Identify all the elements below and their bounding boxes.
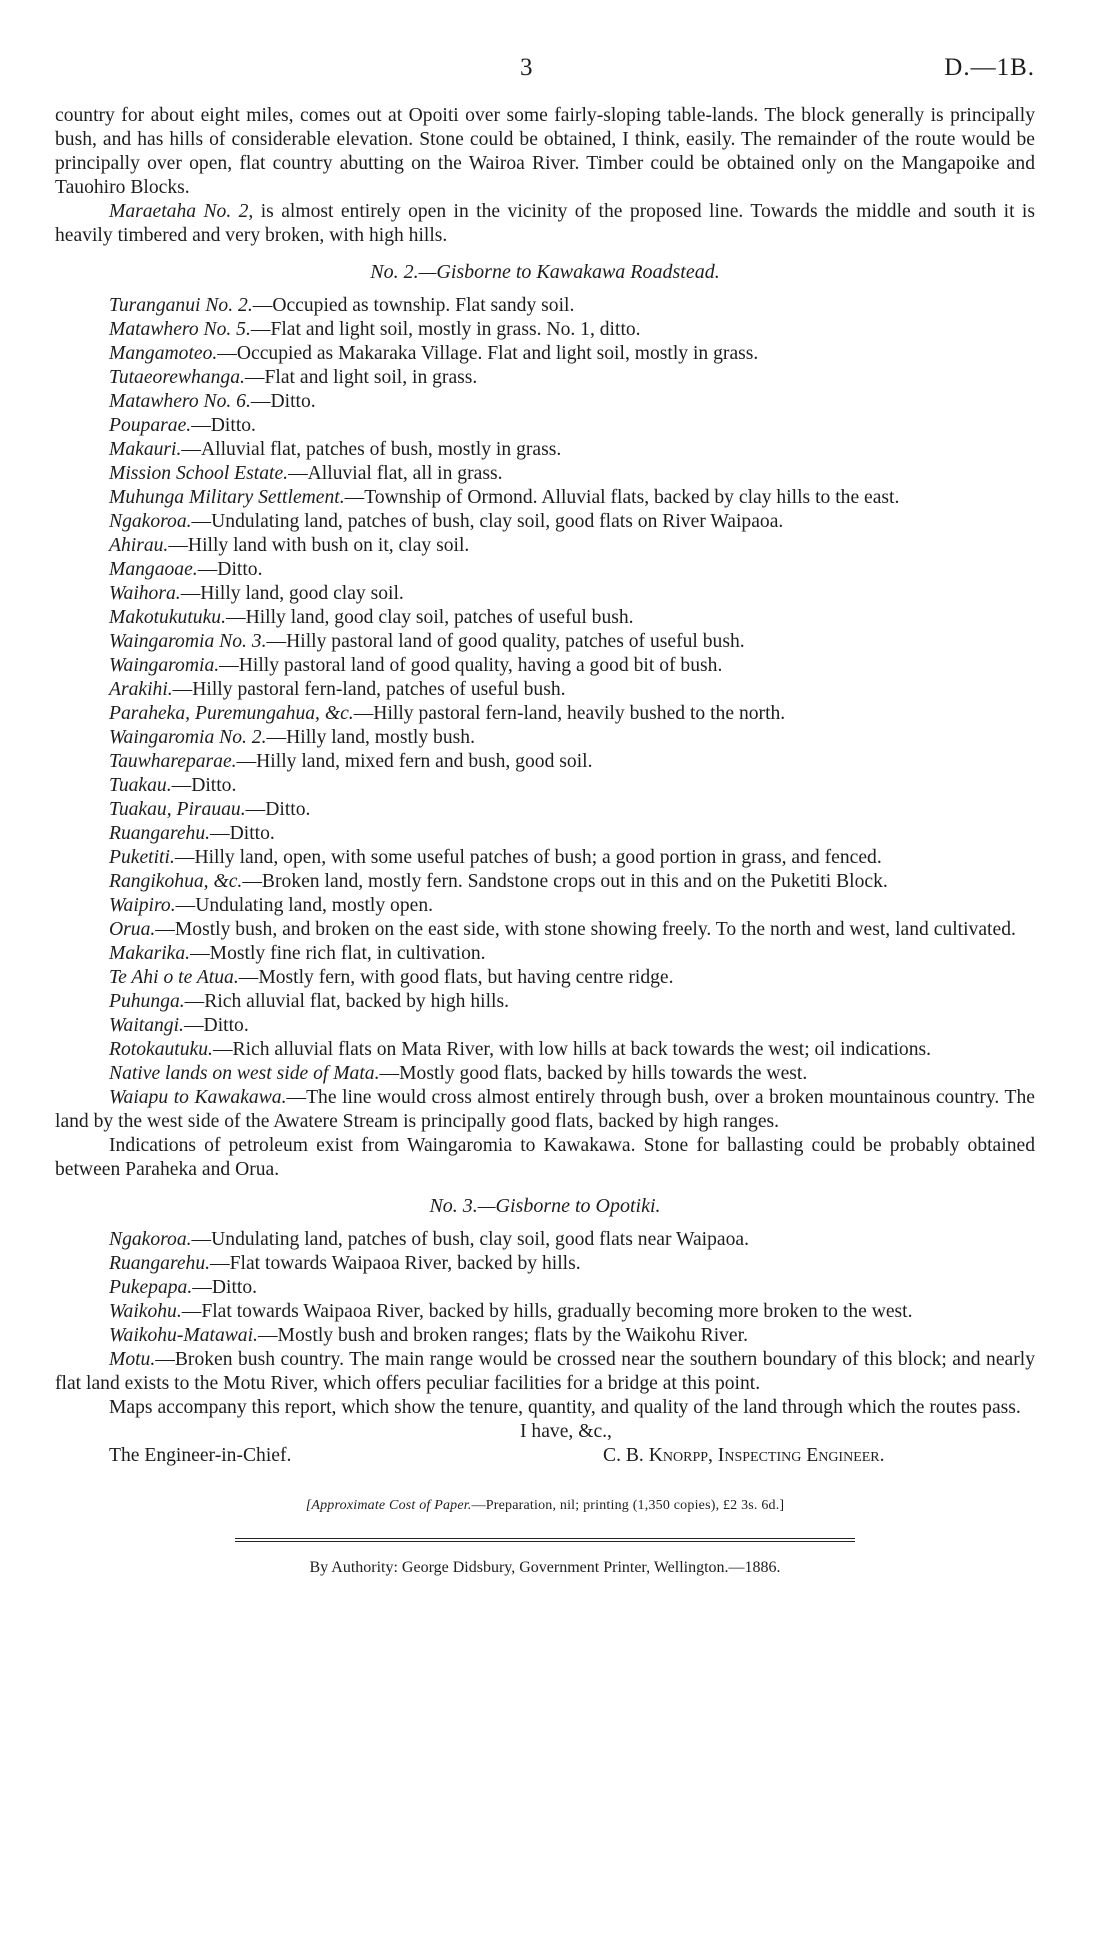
block-description: —Hilly pastoral fern-land, patches of useful bush. [172,679,566,700]
printer-authority: By Authority: George Didsbury, Government Printer, Wellington.—1886. [309,1559,781,1576]
block-entry [55,390,1035,414]
salutation: I have, &c., [520,1421,612,1442]
block-entry [55,1062,1035,1086]
block-name: Turanganui No. 2. [109,295,253,316]
block-entry [55,990,1035,1014]
block-entry [55,342,1035,366]
block-name: Waitangi. [109,1015,184,1036]
cost-label: [Approximate Cost of Paper. [305,1498,472,1513]
block-name: Waikohu. [109,1301,182,1322]
block-entry [55,1038,1035,1062]
block-name: Waipiro. [109,895,176,916]
block-description: —Rich alluvial flat, backed by high hills. [184,991,509,1012]
section-2-closing: Indications of petroleum exist from Waingaromia to Kawakawa. Stone for ballasting could be probably obtained between Paraheka and Orua. [55,1135,1035,1180]
block-entry [55,606,1035,630]
block-description: —Township of Ormond. Alluvial flats, backed by clay hills to the east. [344,487,900,508]
block-entry [55,366,1035,390]
block-entry [55,1276,1035,1300]
block-description: —Hilly land, open, with some useful patches of bush; a good portion in grass, and fenced. [174,847,882,868]
block-name: Makauri. [109,439,182,460]
block-name: Ruangarehu. [109,823,211,844]
cost-text: —Preparation, nil; printing (1,350 copies), £2 3s. 6d.] [471,1498,785,1513]
block-description: —Occupied as Makaraka Village. Flat and light soil, mostly in grass. [217,343,759,364]
block-entry [55,1300,1035,1324]
block-description: —Hilly pastoral fern-land, heavily bushed to the north. [353,703,786,724]
block-description: —Flat and light soil, mostly in grass. No. 1, ditto. [250,319,641,340]
block-entry [55,1252,1035,1276]
block-description: —Flat and light soil, in grass. [244,367,478,388]
block-name: Tutaeorewhanga. [109,367,245,388]
footer-rule [235,1538,855,1542]
block-entry [55,678,1035,702]
block-description: —Hilly land with bush on it, clay soil. [168,535,470,556]
block-name: Makotukutuku. [109,607,226,628]
addressee: The Engineer-in-Chief. [109,1445,292,1466]
block-name: Tuakau. [109,775,172,796]
block-description: —Undulating land, patches of bush, clay soil, good flats on River Waipaoa. [191,511,784,532]
block-name: Tauwhareparae. [109,751,237,772]
block-name: Waingaromia No. 2. [109,727,267,748]
block-name: Matawhero No. 6. [109,391,251,412]
block-name: Waihora. [109,583,181,604]
block-description: —Hilly pastoral land of good quality, patches of useful bush. [266,631,745,652]
block-entry [55,654,1035,678]
block-name: Pouparae. [109,415,192,436]
block-entry [55,510,1035,534]
intro-paragraph: country for about eight miles, comes out at Opoiti over some fairly-sloping table-lands. The block generally is principally bush, and has hills of considerable elevation. Stone could be obtained, I think, easily. The remainder of the route would be principally over open, flat country abutting on the Wairoa River. Timber could be obtained only on the Mangapoike and Tauohiro Blocks. [55,105,1035,198]
block-name: Orua. [109,919,156,940]
block-description: —Hilly pastoral land of good quality, having a good bit of bush. [219,655,723,676]
block-entry [55,702,1035,726]
block-entry [55,1324,1035,1348]
section-3-entries [55,1228,1035,1396]
block-description: —Ditto. [245,799,311,820]
block-description: —Mostly good flats, backed by hills towards the west. [379,1063,808,1084]
block-entry [55,894,1035,918]
block-entry [55,966,1035,990]
block-name: Mangamoteo. [109,343,218,364]
block-name: Puketiti. [109,847,175,868]
block-name: Native lands on west side of Mata. [109,1063,380,1084]
block-description: —Ditto. [210,823,275,844]
block-name: Paraheka, Puremungahua, &c. [109,703,354,724]
block-entry [55,942,1035,966]
block-entry [55,1086,1035,1134]
block-description: —Undulating land, patches of bush, clay soil, good flats near Waipaoa. [191,1229,749,1250]
block-description: —Mostly bush, and broken on the east side, with stone showing freely. To the north and west, land cultivated. [155,919,1016,940]
block-name: Rotokautuku. [109,1039,213,1060]
block-entry [55,726,1035,750]
block-description: —Flat towards Waipaoa River, backed by hills, gradually becoming more broken to the west. [181,1301,913,1322]
block-entry [55,486,1035,510]
signature-line-1 [55,1420,1035,1444]
cost-note [55,1494,1035,1518]
page-number: 3 [520,54,533,81]
page-header [55,54,1035,84]
document-code: D.—1B. [944,54,1035,81]
section-heading-3: No. 3.—Gisborne to Opotiki. [429,1195,661,1217]
block-entry [55,1348,1035,1396]
block-name: Waikohu-Matawai. [109,1325,258,1346]
block-description: —Ditto. [192,1277,258,1298]
block-description: —Ditto. [191,415,256,436]
block-name: Te Ahi o te Atua. [109,967,239,988]
block-entry [55,294,1035,318]
block-description: —Mostly fern, with good flats, but having centre ridge. [238,967,674,988]
block-entry [55,462,1035,486]
block-entry [55,630,1035,654]
block-description: —Hilly land, good clay soil. [180,583,404,604]
block-name: Arakihi. [109,679,173,700]
block-description: —Hilly land, good clay soil, patches of useful bush. [225,607,634,628]
section-2-entries [55,294,1035,1134]
block-entry [55,414,1035,438]
block-description: —Flat towards Waipaoa River, backed by hills. [210,1253,581,1274]
block-name: Waiapu to Kawakawa. [109,1087,287,1108]
block-description: —Mostly bush and broken ranges; flats by the Waikohu River. [257,1325,748,1346]
document-body [55,104,1035,1580]
block-description: —Ditto. [183,1015,249,1036]
block-entry [55,870,1035,894]
block-name: Pukepapa. [109,1277,193,1298]
block-name: Ngakoroa. [109,1229,192,1250]
block-name: Mission School Estate. [109,463,289,484]
block-name: Makarika. [109,943,191,964]
block-name: Ruangarehu. [109,1253,211,1274]
block-name: Ngakoroa. [109,511,192,532]
block-name: Motu. [109,1349,156,1370]
block-description: —Broken bush country. The main range would be crossed near the southern boundary of this block; and nearly flat land exists to the Motu River, which offers peculiar facilities for a bridge at this point. [55,1349,1035,1394]
block-description: —Ditto. [197,559,263,580]
block-entry [55,438,1035,462]
block-description: —Alluvial flat, patches of bush, mostly in grass. [181,439,562,460]
block-description: —The line would cross almost entirely through bush, over a broken mountainous country. The land by the west side of the Awatere Stream is principally good flats, backed by high ranges. [55,1087,1035,1132]
block-entry [55,1014,1035,1038]
block-description: —Hilly land, mostly bush. [266,727,475,748]
block-name: Ahirau. [109,535,169,556]
block-name: Mangaoae. [109,559,198,580]
block-name: Tuakau, Pirauau. [109,799,246,820]
block-entry [55,1228,1035,1252]
block-description: —Ditto. [250,391,316,412]
block-description: —Hilly land, mixed fern and bush, good soil. [236,751,593,772]
signature-line-2 [55,1444,1035,1468]
block-entry [55,822,1035,846]
intro-entry [55,200,1035,248]
block-name: Waingaromia No. 3. [109,631,267,652]
block-entry [55,582,1035,606]
block-description: —Rich alluvial flats on Mata River, with low hills at back towards the west; oil indications. [212,1039,932,1060]
block-description: —Mostly fine rich flat, in cultivation. [190,943,486,964]
block-name: Muhunga Military Settlement. [109,487,345,508]
block-entry [55,798,1035,822]
section-3-closing: Maps accompany this report, which show the tenure, quantity, and quality of the land through which the routes pass. [109,1397,1021,1418]
block-entry [55,750,1035,774]
block-description: —Alluvial flat, all in grass. [288,463,503,484]
block-description: —Broken land, mostly fern. Sandstone crops out in this and on the Puketiti Block. [242,871,888,892]
block-entry [55,774,1035,798]
block-description: —Ditto. [171,775,237,796]
block-name: Maraetaha No. 2, [109,201,254,222]
block-entry [55,558,1035,582]
block-description: —Undulating land, mostly open. [175,895,434,916]
block-entry [55,846,1035,870]
section-heading-2: No. 2.—Gisborne to Kawakawa Roadstead. [370,261,720,283]
block-description: is almost entirely open in the vicinity of the proposed line. Towards the middle and south it is heavily timbered and very broken, with high hills. [55,201,1035,246]
signer: C. B. Knorpp, Inspecting Engineer. [603,1445,885,1466]
block-description: —Occupied as township. Flat sandy soil. [252,295,575,316]
block-name: Waingaromia. [109,655,220,676]
block-name: Rangikohua, &c. [109,871,243,892]
block-entry [55,918,1035,942]
block-name: Puhunga. [109,991,185,1012]
block-entry [55,534,1035,558]
block-entry [55,318,1035,342]
block-name: Matawhero No. 5. [109,319,251,340]
